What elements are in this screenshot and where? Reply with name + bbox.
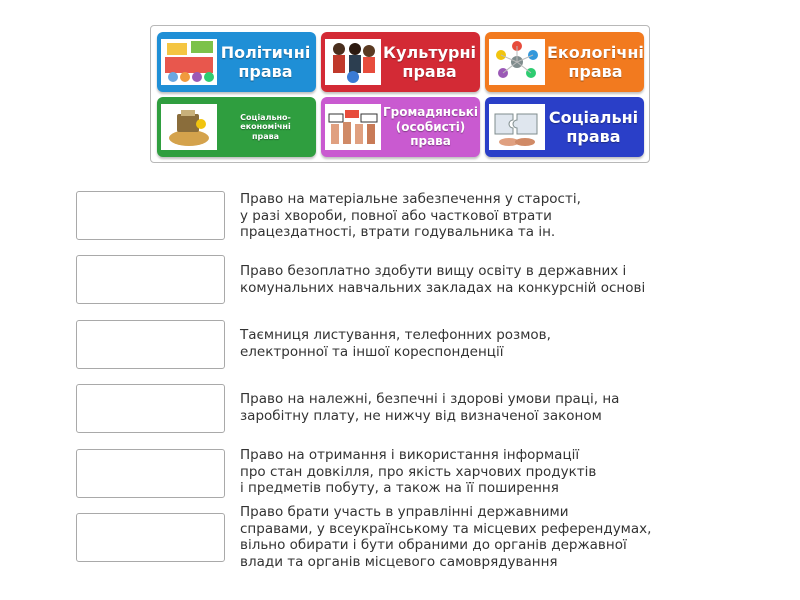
cultural-rights-image xyxy=(325,39,381,85)
social-rights-image xyxy=(489,104,545,150)
tile-label: Соціально-економічні права xyxy=(240,112,291,141)
answer-drop-box[interactable] xyxy=(76,320,225,369)
tile-political-rights[interactable] xyxy=(157,32,316,92)
socioeconomic-rights-image xyxy=(161,104,217,150)
answer-drop-box[interactable] xyxy=(76,513,225,562)
tile-label: Культурні права xyxy=(383,42,477,81)
answer-drop-box[interactable] xyxy=(76,255,225,304)
tile-label: Громадянські (особисті) права xyxy=(383,105,479,149)
description-text: Право на отримання і використання інформації про стан довкілля, про якість харчових продуктів і предметів побуту, а також на її поширення xyxy=(240,447,597,496)
civil-rights-image xyxy=(325,104,381,150)
tile-cultural-rights[interactable] xyxy=(321,32,480,92)
description-text: Право на матеріальне забезпечення у старості, у разі хвороби, повної або часткової втрати працездатності, втрати годувальника та ін. xyxy=(240,191,581,240)
tile-label: Політичні права xyxy=(220,42,311,81)
description-text: Право брати участь в управлінні державними справами, у всеукраїнському та місцевих референдумах, вільно обирати і бути обраними до органів державної влади та органів місцевого самоврядування xyxy=(240,504,652,570)
political-rights-image xyxy=(161,39,217,85)
description-text: Право на належні, безпечні і здорові умови праці, на заробітну плату, не нижчу від визначеної законом xyxy=(240,391,620,424)
answer-drop-box[interactable] xyxy=(76,384,225,433)
description-text: Таємниця листування, телефонних розмов, електронної та іншої кореспонденції xyxy=(240,327,551,360)
tile-civil-rights[interactable] xyxy=(321,97,480,157)
tile-social-rights[interactable] xyxy=(485,97,644,157)
tile-label: Соціальні права xyxy=(548,107,639,146)
tile-label: Екологічні права xyxy=(547,42,644,81)
tile-tray xyxy=(150,25,650,163)
description-text: Право безоплатно здобути вищу освіту в державних і комунальних навчальних закладах на конкурсній основі xyxy=(240,263,646,296)
tile-socioeconomic-rights[interactable] xyxy=(157,97,316,157)
tile-ecological-rights[interactable] xyxy=(485,32,644,92)
ecological-rights-image xyxy=(489,39,545,85)
answer-drop-box[interactable] xyxy=(76,449,225,498)
answer-drop-box[interactable] xyxy=(76,191,225,240)
